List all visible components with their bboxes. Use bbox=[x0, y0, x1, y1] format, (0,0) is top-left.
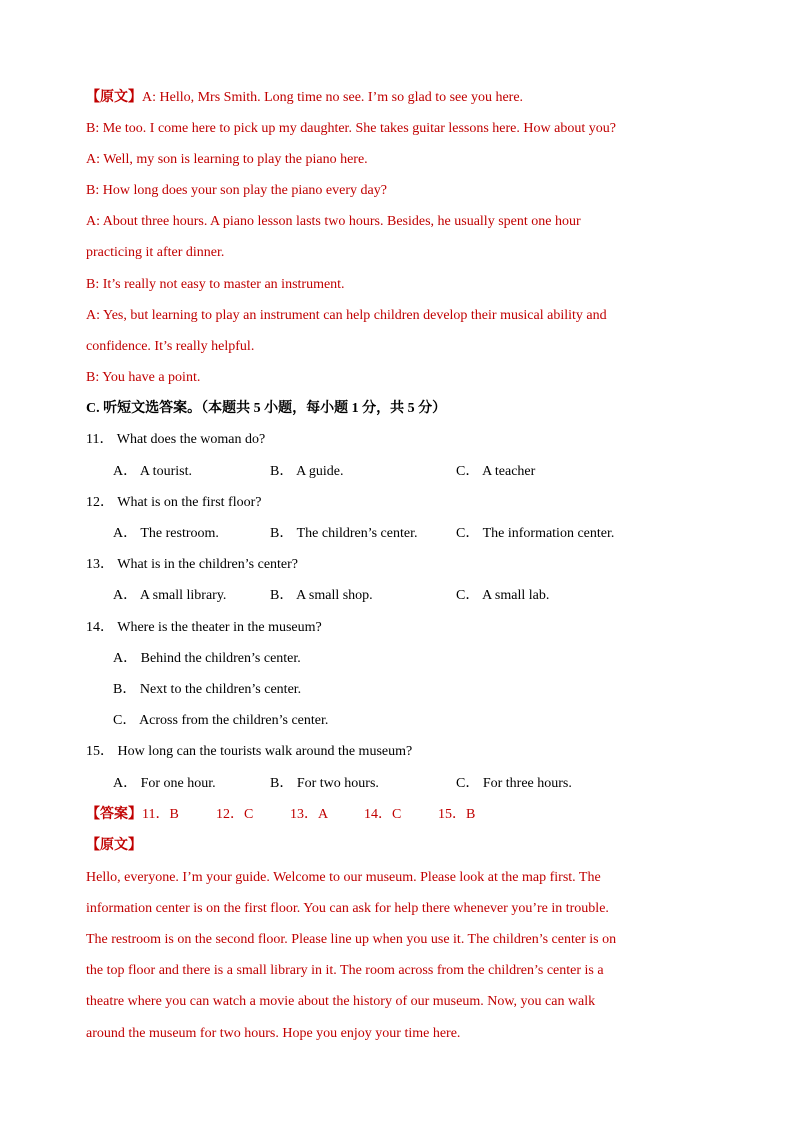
question-11: 11． What does the woman do? bbox=[86, 432, 266, 447]
dialogue-tag: 【原文】 bbox=[86, 90, 142, 105]
question-12-option-c: C． The information center. bbox=[456, 526, 615, 541]
answer-tag: 【答案】 bbox=[86, 807, 142, 822]
question-12: 12． What is on the first floor? bbox=[86, 495, 262, 510]
answer-item: 13．A bbox=[290, 807, 329, 822]
passage-tag: 【原文】 bbox=[86, 838, 142, 853]
question-12-option-a: A． The restroom. bbox=[113, 526, 219, 541]
question-11-option-c: C． A teacher bbox=[456, 464, 536, 479]
dialogue-line-2: B: Me too. I come here to pick up my daughter. She takes guitar lessons here. How about you? bbox=[86, 121, 616, 136]
question-13-option-c: C． A small lab. bbox=[456, 588, 550, 603]
question-15-option-b: B． For two hours. bbox=[270, 776, 379, 791]
passage-line-5: theatre where you can watch a movie about the history of our museum. Now, you can walk bbox=[86, 994, 596, 1009]
dialogue-line-5: A: About three hours. A piano lesson lasts two hours. Besides, he usually spent one hour bbox=[86, 214, 581, 229]
answer-item: 14．C bbox=[364, 807, 402, 822]
question-14-option-c: C． Across from the children’s center. bbox=[113, 713, 329, 728]
question-13-option-b: B． A small shop. bbox=[270, 588, 373, 603]
question-15: 15． How long can the tourists walk around the museum? bbox=[86, 744, 413, 759]
question-11-option-a: A． A tourist. bbox=[113, 464, 192, 479]
dialogue-line-10: B: You have a point. bbox=[86, 370, 201, 385]
dialogue-line-6: practicing it after dinner. bbox=[86, 245, 225, 260]
question-14: 14． Where is the theater in the museum? bbox=[86, 620, 322, 635]
question-15-option-c: C． For three hours. bbox=[456, 776, 572, 791]
question-14-option-b: B． Next to the children’s center. bbox=[113, 682, 302, 697]
question-11-option-b: B． A guide. bbox=[270, 464, 344, 479]
answer-item: 15．B bbox=[438, 807, 476, 822]
question-14-option-a: A． Behind the children’s center. bbox=[113, 651, 301, 666]
passage-line-3: The restroom is on the second floor. Please line up when you use it. The children’s center is on bbox=[86, 932, 617, 947]
section-title: C. 听短文选答案。（本题共 5 小题，每小题 1 分，共 5 分） bbox=[86, 401, 447, 416]
dialogue-line-1 bbox=[86, 89, 523, 107]
passage-line-2: information center is on the first floor. You can ask for help there whenever you’re in trouble. bbox=[86, 901, 609, 916]
passage-line-6: around the museum for two hours. Hope you enjoy your time here. bbox=[86, 1026, 461, 1041]
question-15-option-a: A． For one hour. bbox=[113, 776, 216, 791]
passage-line-1: Hello, everyone. I’m your guide. Welcome to our museum. Please look at the map first. The bbox=[86, 870, 601, 885]
dialogue-line-3: A: Well, my son is learning to play the piano here. bbox=[86, 152, 368, 167]
dialogue-line-7: B: It’s really not easy to master an instrument. bbox=[86, 277, 345, 292]
answer-item: 12．C bbox=[216, 807, 254, 822]
question-13: 13． What is in the children’s center? bbox=[86, 557, 299, 572]
answer-line bbox=[86, 806, 475, 824]
dialogue-line-4: B: How long does your son play the piano every day? bbox=[86, 183, 387, 198]
passage-line-4: the top floor and there is a small library in it. The room across from the children’s center is a bbox=[86, 963, 604, 978]
dialogue-line-8: A: Yes, but learning to play an instrument can help children develop their musical ability and bbox=[86, 308, 607, 323]
dialogue-text: A: Hello, Mrs Smith. Long time no see. I’m so glad to see you here. bbox=[142, 90, 524, 105]
answer-item: 11．B bbox=[142, 807, 179, 822]
question-13-option-a: A． A small library. bbox=[113, 588, 227, 603]
question-12-option-b: B． The children’s center. bbox=[270, 526, 418, 541]
dialogue-line-9: confidence. It’s really helpful. bbox=[86, 339, 255, 354]
